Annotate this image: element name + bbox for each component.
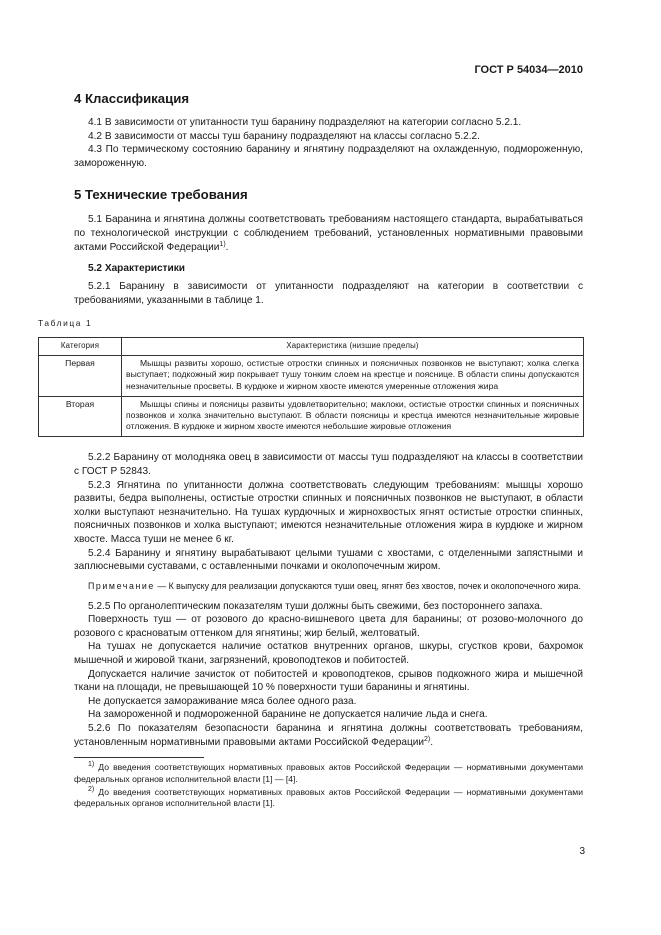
para-5-2-6-end: .: [430, 736, 434, 748]
footnote-1: [74, 762, 583, 785]
para-5-2-5-allowed: Допускается наличие зачисток от побитостей и кровоподтеков, срывов подкожного жира и мышечной ткани на площади, не превышающей 10 % поверхности туши баранины и ягнятины.: [74, 668, 583, 694]
page-number: 3: [579, 846, 585, 857]
para-5-2-3: 5.2.3 Ягнятина по упитанности должна соответствовать следующим требованиям: мышцы хорошо развиты, бедра выполнены, остистые отростки спинных и поясничных позвонков не выступают, в области холки выступают незначительно. На тушах курдючных и жирнохвостых ягнят остистые отростки спинных, поясничных позвонков и холка выступают; имеются незначительные отложения жира в курдюке и жирном хвосте. Масса туши не менее 6 кг.: [74, 479, 583, 545]
para-5-2-1: 5.2.1 Баранину в зависимости от упитанности подразделяют на категории в соответствии с требованиями, указанными в таблице 1.: [74, 281, 583, 306]
para-5-2-5-refreeze: Не допускается замораживание мяса более одного раза.: [88, 695, 357, 707]
para-5-2-5-ice: На замороженной и подмороженной баранине не допускается наличие льда и снега.: [88, 709, 488, 721]
table-row: [39, 356, 584, 397]
para-5-2-6-text: 5.2.6 По показателям безопасности баранина и ягнятина должны соответствовать требованиям, установленным нормативными правовыми актами Российской Федерации: [74, 723, 583, 748]
footnote-separator: [74, 757, 204, 758]
para-4-1: 4.1 В зависимости от упитанности туш баранину подразделяют на категории согласно 5.2.1.: [88, 117, 522, 128]
footnote-1-text: До введения соответствующих нормативных правовых актов Российской Федерации — нормативными документами федеральных органов исполнительной власти [1] — [4].: [74, 762, 583, 784]
para-5-1-text: 5.1 Баранина и ягнятина должны соответствовать требованиям настоящего стандарта, вырабатываться по технологической инструкции с соблюдением требований, установленных нормативными правовыми актами Российской Федерации: [74, 214, 583, 253]
footnote-2: [74, 787, 583, 810]
note-label: Примечание: [88, 580, 155, 591]
para-4-2: 4.2 В зависимости от массы туш баранину подразделяют на классы согласно 5.2.2.: [88, 130, 480, 142]
para-5-2-5-surface: Поверхность туш — от розового до красно-вишневого цвета для баранины; от розово-молочного до розового с красноватым оттенком для ягнятины; жир белый, желтоватый.: [74, 614, 583, 639]
footnote-ref-1: 1): [219, 240, 226, 248]
category-cell: Вторая: [39, 396, 122, 437]
characteristic-cell: Мышцы развиты хорошо, остистые отростки спинных и поясничных позвонков не выступают; холка слегка выступает; подкожный жир покрывает тушу тонким слоем на крестце и пояснице. В области спины допускаются незначительные просветы. В курдюке и жирном хвосте имеются умеренные отложения жира: [122, 356, 584, 397]
section-4-title: 4 Классификация: [74, 91, 190, 106]
table-header-row: [39, 337, 584, 355]
para-5-2-6: [74, 722, 583, 749]
section-5-title: 5 Технические требования: [74, 187, 248, 203]
table-caption: Таблица 1: [38, 318, 93, 329]
subsection-5-2-title: 5.2 Характеристики: [88, 263, 185, 275]
category-cell: Первая: [39, 356, 122, 397]
characteristic-cell: Мышцы спины и поясницы развиты удовлетворительно; маклоки, остистые отростки спинных и поясничных позвонков и холка значительно выступают. В области поясницы и крестца имеются незначительные жировые отложения. В курдюке и жирном хвосте имеются небольшие жировые отложения: [122, 396, 584, 437]
table-row: [39, 396, 584, 437]
para-5-2-5: 5.2.5 По органолептическим показателям туши должны быть свежими, без постороннего запаха.: [88, 600, 543, 612]
categories-table: [38, 337, 584, 437]
para-5-2-2: 5.2.2 Баранину от молодняка овец в зависимости от массы туш подразделяют на классы в соответствии с ГОСТ Р 52843.: [74, 452, 583, 477]
note: [74, 580, 583, 592]
column-header-category: Категория: [39, 337, 122, 355]
footnote-mark-1: 1): [88, 761, 95, 769]
note-text: — К выпуску для реализации допускаются туши овец, ягнят без хвостов, почек и околопочечного жира.: [154, 580, 581, 591]
column-header-characteristic: Характеристика (низшие пределы): [122, 337, 584, 355]
para-5-1: [74, 213, 583, 254]
para-5-2-4: 5.2.4 Баранину и ягнятину вырабатывают целыми тушами с хвостами, с отделенными запястными и заплюсневыми суставами, с оставленными почками и околопочечным жиром.: [74, 547, 583, 573]
footnote-ref-2: 2): [424, 735, 431, 743]
footnote-2-text: До введения соответствующих нормативных правовых актов Российской Федерации — нормативными документами федеральных органов исполнительной власти [1].: [74, 787, 583, 809]
page-content: [38, 88, 583, 810]
para-5-2-5-defects: На тушах не допускается наличие остатков внутренних органов, шкуры, сгустков крови, бахромок мышечной и жировой ткани, загрязнений, кровоподтеков и побитостей.: [74, 641, 583, 667]
footnote-mark-2: 2): [88, 786, 95, 794]
para-5-1-end: .: [225, 241, 229, 253]
para-4-3: 4.3 По термическому состоянию баранину и ягнятину подразделяют на охлажденную, подмороженную, замороженную.: [74, 144, 583, 169]
document-code: ГОСТ Р 54034—2010: [474, 64, 583, 76]
